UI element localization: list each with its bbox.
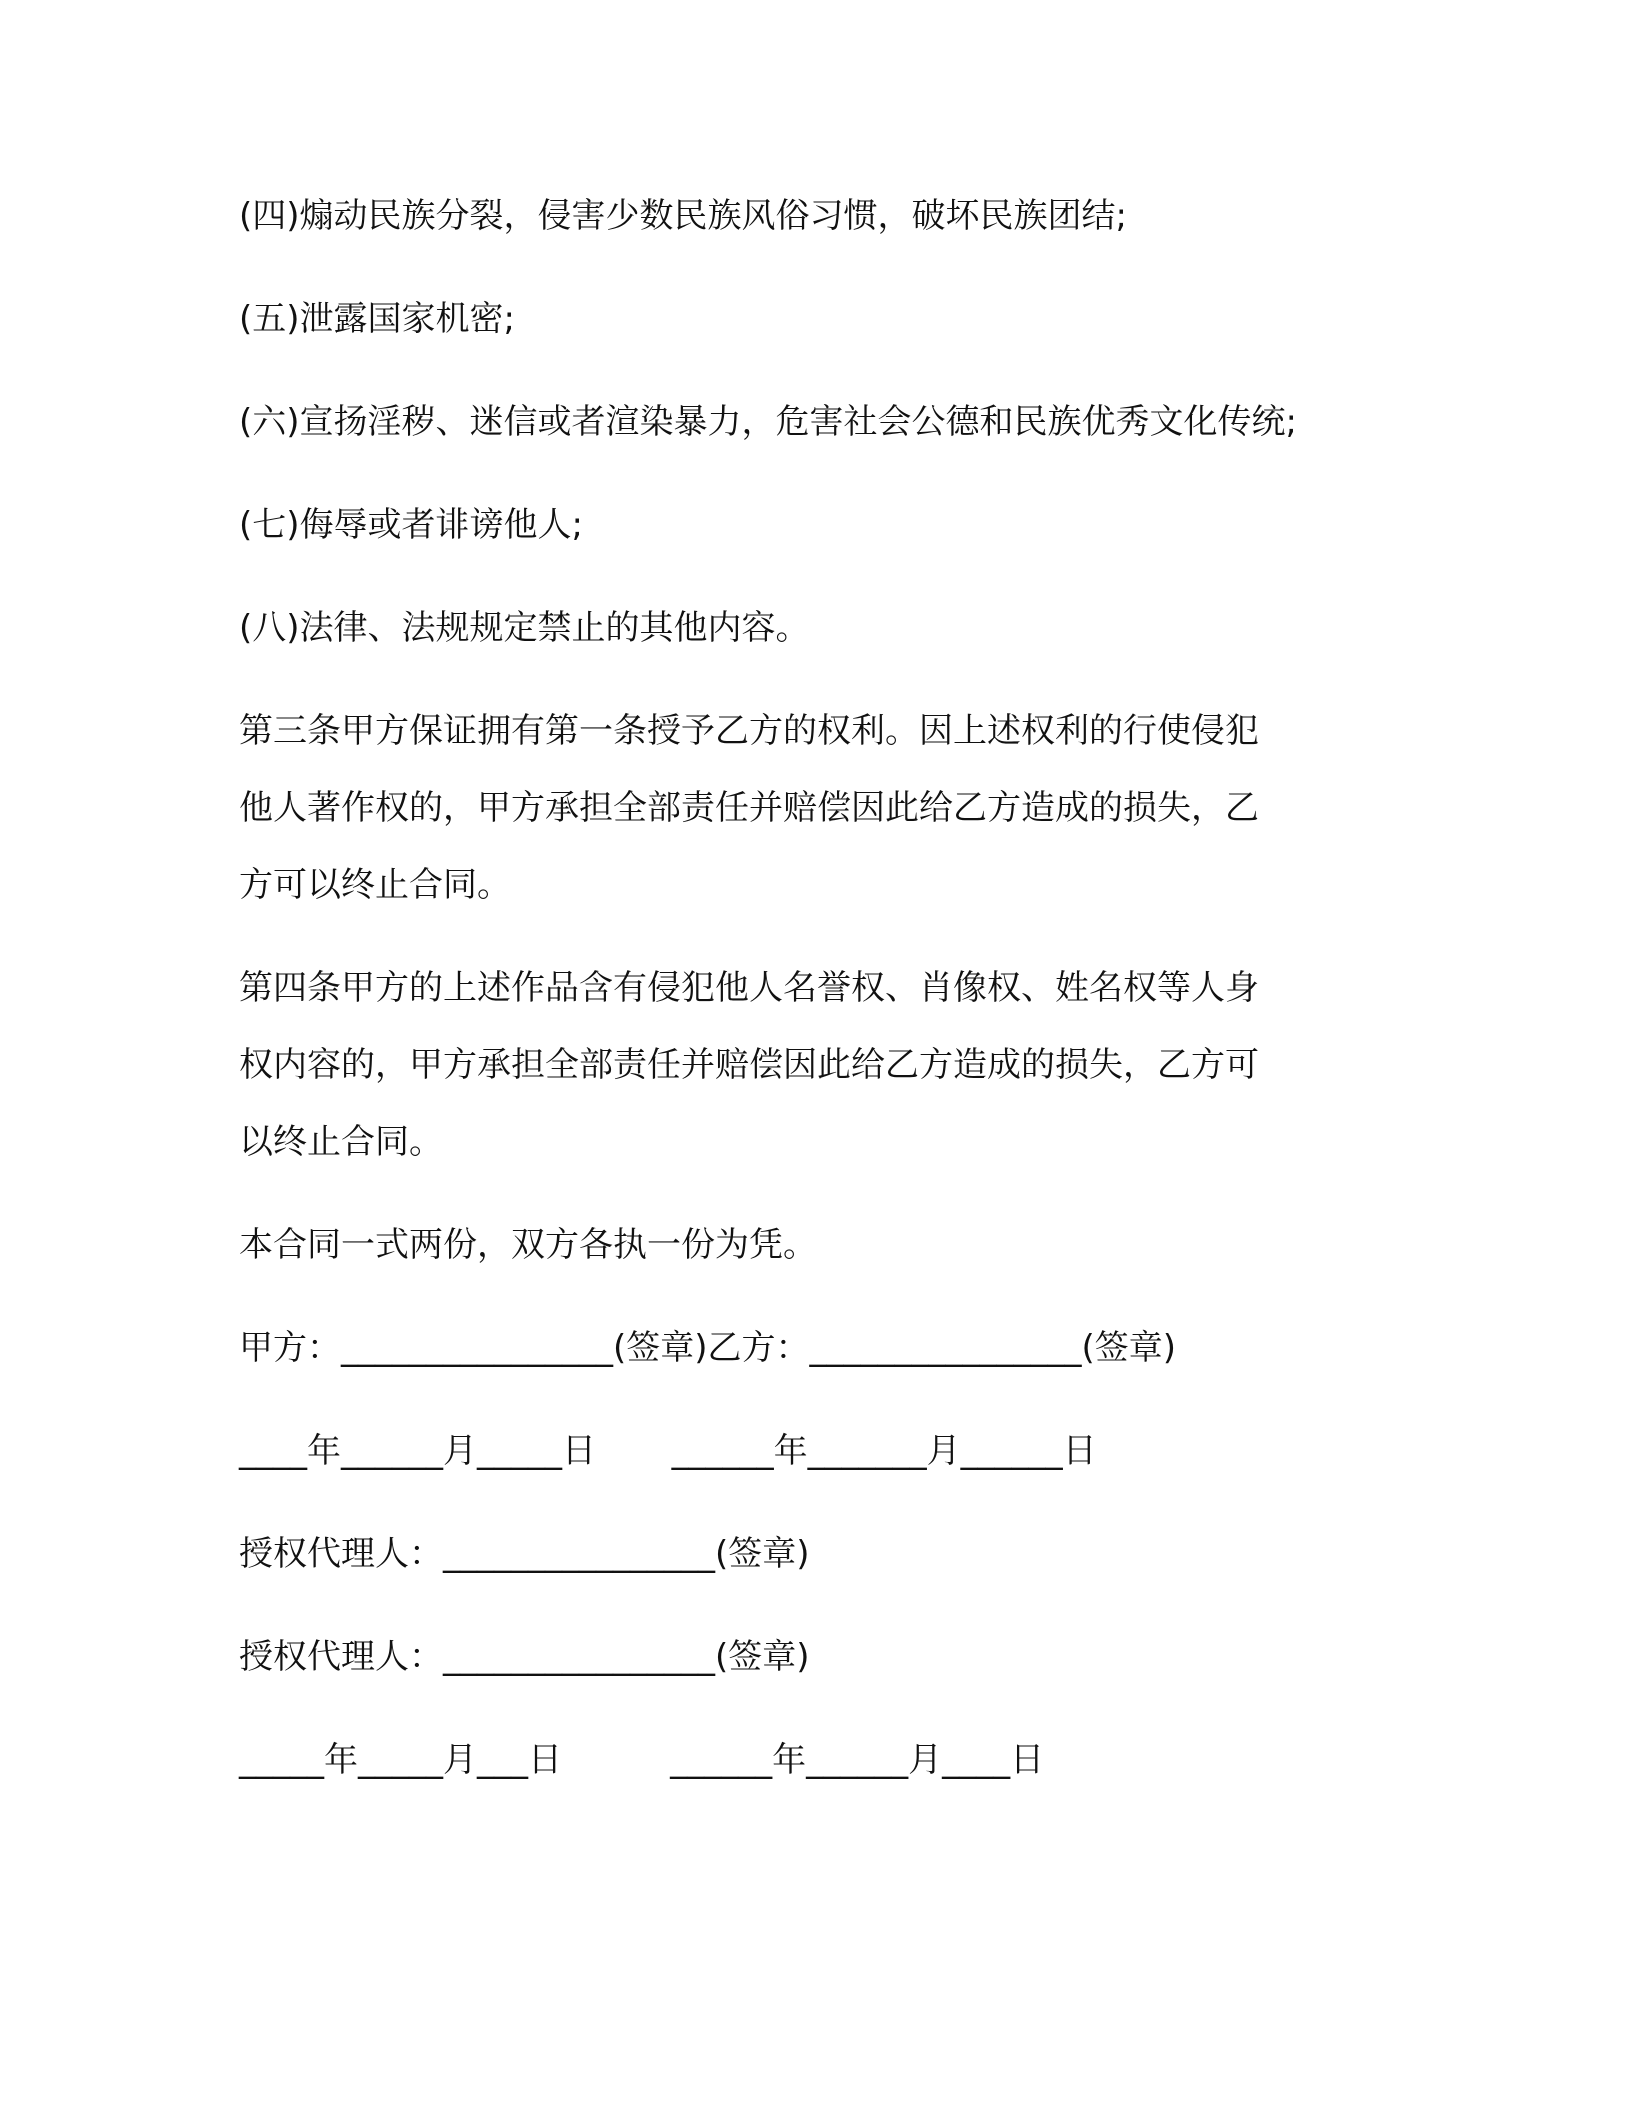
clause-item-7: (七)侮辱或者诽谤他人; xyxy=(239,505,583,545)
copies-statement: 本合同一式两份，双方各执一份为凭。 xyxy=(239,1225,817,1265)
clause-item-4: (四)煽动民族分裂，侵害少数民族风俗习惯，破坏民族团结; xyxy=(239,196,1127,236)
agent-date-line: _____年_____月___日 ______年______月____日 xyxy=(239,1740,1045,1780)
article-3-line: 第三条甲方保证拥有第一条授予乙方的权利。因上述权利的行使侵犯 xyxy=(239,711,1259,751)
article-3-line: 他人著作权的，甲方承担全部责任并赔偿因此给乙方造成的损失，乙 xyxy=(239,788,1259,828)
article-3-line: 方可以终止合同。 xyxy=(239,865,511,905)
agent-signature-line: 授权代理人：________________(签章) xyxy=(239,1534,810,1574)
party-signature-line: 甲方：________________(签章)乙方：________________(签章) xyxy=(239,1328,1177,1368)
article-4-line: 权内容的，甲方承担全部责任并赔偿因此给乙方造成的损失，乙方可 xyxy=(239,1045,1259,1085)
clause-item-5: (五)泄露国家机密; xyxy=(239,299,515,339)
clause-item-8: (八)法律、法规规定禁止的其他内容。 xyxy=(239,608,810,648)
agent-signature-line: 授权代理人：________________(签章) xyxy=(239,1637,810,1677)
signature-date-line: ____年______月_____日 ______年_______月______日 xyxy=(239,1431,1097,1471)
article-4-line: 第四条甲方的上述作品含有侵犯他人名誉权、肖像权、姓名权等人身 xyxy=(239,968,1259,1008)
clause-item-6: (六)宣扬淫秽、迷信或者渲染暴力，危害社会公德和民族优秀文化传统; xyxy=(239,402,1297,442)
article-4-line: 以终止合同。 xyxy=(239,1122,443,1162)
